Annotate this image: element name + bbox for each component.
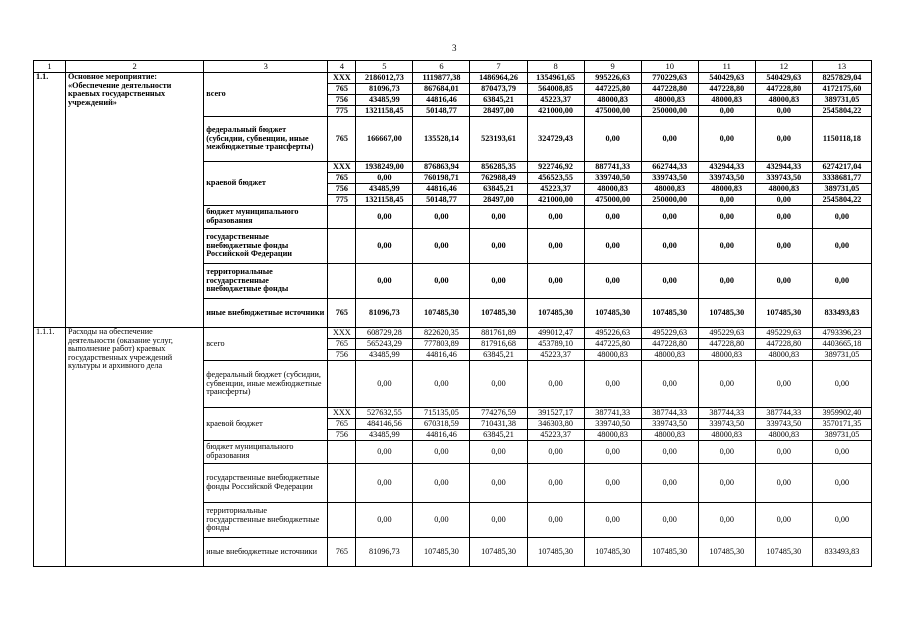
table-cell: 10 bbox=[641, 61, 698, 73]
table-cell: государственные внебюджетные фонды Российской Федерации bbox=[204, 464, 328, 503]
table-cell: 1.1.1. bbox=[34, 328, 66, 567]
table-cell: 44816,46 bbox=[413, 430, 470, 441]
table-cell: 166667,00 bbox=[356, 117, 413, 162]
table-cell: 0,00 bbox=[698, 464, 755, 503]
table-cell: 3959902,40 bbox=[812, 408, 871, 419]
table-cell: 387744,33 bbox=[755, 408, 812, 419]
table-cell: 421000,00 bbox=[527, 195, 584, 206]
table-cell: 0,00 bbox=[584, 361, 641, 408]
table-cell: 1321158,45 bbox=[356, 195, 413, 206]
table-cell: федеральный бюджет (субсидии, субвенции, иные межбюджетные трансферты) bbox=[204, 361, 328, 408]
table-cell: 48000,83 bbox=[698, 430, 755, 441]
table-cell bbox=[328, 464, 356, 503]
table-cell: 339743,50 bbox=[755, 173, 812, 184]
table-cell: 881761,89 bbox=[470, 328, 527, 339]
table-cell: 0,00 bbox=[470, 464, 527, 503]
table-cell: 324729,43 bbox=[527, 117, 584, 162]
table-cell: 45223,37 bbox=[527, 184, 584, 195]
table-cell: 9 bbox=[584, 61, 641, 73]
table-cell: 63845,21 bbox=[470, 95, 527, 106]
table-cell: 0,00 bbox=[641, 361, 698, 408]
table-cell: 0,00 bbox=[698, 441, 755, 464]
table-cell: 250000,00 bbox=[641, 195, 698, 206]
table-cell: 475000,00 bbox=[584, 106, 641, 117]
table-cell: 387744,33 bbox=[698, 408, 755, 419]
table-cell: 421000,00 bbox=[527, 106, 584, 117]
table-cell: 777803,89 bbox=[413, 339, 470, 350]
table-cell: 48000,83 bbox=[755, 350, 812, 361]
table-cell: 0,00 bbox=[470, 206, 527, 229]
table-cell: Расходы на обеспечение деятельности (оказание услуг, выполнение работ) краевых государственных учреждений культуры и архивного дела bbox=[66, 328, 204, 567]
table-cell: 870473,79 bbox=[470, 84, 527, 95]
table-cell: 0,00 bbox=[527, 206, 584, 229]
table-cell: 1150118,18 bbox=[812, 117, 871, 162]
table-cell: 0,00 bbox=[413, 229, 470, 264]
table-cell: 4172175,60 bbox=[812, 84, 871, 95]
table-cell bbox=[328, 361, 356, 408]
table-cell: 48000,83 bbox=[641, 184, 698, 195]
table-cell: 3338681,77 bbox=[812, 173, 871, 184]
table-cell: 48000,83 bbox=[584, 430, 641, 441]
table-row bbox=[34, 328, 872, 339]
table-cell: 63845,21 bbox=[470, 184, 527, 195]
table-cell: иные внебюджетные источники bbox=[204, 538, 328, 567]
page-number: 3 bbox=[452, 43, 457, 53]
table-cell: 0,00 bbox=[698, 106, 755, 117]
table-cell: 0,00 bbox=[413, 464, 470, 503]
table-cell: 48000,83 bbox=[755, 95, 812, 106]
table-cell: иные внебюджетные источники bbox=[204, 299, 328, 328]
table-cell: 391527,17 bbox=[527, 408, 584, 419]
table-cell: 540429,63 bbox=[698, 73, 755, 84]
table-cell: 0,00 bbox=[755, 264, 812, 299]
table-cell: 876863,94 bbox=[413, 162, 470, 173]
table-cell: 6 bbox=[413, 61, 470, 73]
table-cell: 0,00 bbox=[755, 503, 812, 538]
table-cell: 775 bbox=[328, 195, 356, 206]
table-cell: 0,00 bbox=[527, 464, 584, 503]
table-cell: XXX bbox=[328, 73, 356, 84]
table-cell: 2545804,22 bbox=[812, 106, 871, 117]
table-cell: 50148,77 bbox=[413, 106, 470, 117]
table-cell: 48000,83 bbox=[641, 430, 698, 441]
table-cell: 0,00 bbox=[641, 264, 698, 299]
table-cell: 0,00 bbox=[356, 206, 413, 229]
table-cell: 0,00 bbox=[356, 264, 413, 299]
table-cell: 45223,37 bbox=[527, 430, 584, 441]
table-cell: 540429,63 bbox=[755, 73, 812, 84]
table-cell: 756 bbox=[328, 184, 356, 195]
table-cell: 762988,49 bbox=[470, 173, 527, 184]
table-cell: 0,00 bbox=[584, 229, 641, 264]
table-cell bbox=[328, 229, 356, 264]
table-cell: 7 bbox=[470, 61, 527, 73]
table-cell: 456523,55 bbox=[527, 173, 584, 184]
table-cell: краевой бюджет bbox=[204, 162, 328, 206]
table-cell: 63845,21 bbox=[470, 350, 527, 361]
table-cell: 44816,46 bbox=[413, 95, 470, 106]
table-cell: 0,00 bbox=[755, 206, 812, 229]
table-cell: 0,00 bbox=[812, 464, 871, 503]
table-cell: 760198,71 bbox=[413, 173, 470, 184]
table-cell: территориальные государственные внебюджетные фонды bbox=[204, 264, 328, 299]
table-cell: 565243,29 bbox=[356, 339, 413, 350]
table-cell: 44816,46 bbox=[413, 350, 470, 361]
table-cell: 43485,99 bbox=[356, 430, 413, 441]
table-cell: 107485,30 bbox=[755, 538, 812, 567]
table-cell: 995226,63 bbox=[584, 73, 641, 84]
table-cell: 756 bbox=[328, 430, 356, 441]
table-cell: 0,00 bbox=[641, 229, 698, 264]
table-cell: 48000,83 bbox=[755, 430, 812, 441]
table-cell: 107485,30 bbox=[641, 538, 698, 567]
table-cell: 499012,47 bbox=[527, 328, 584, 339]
table-cell: 922746,92 bbox=[527, 162, 584, 173]
table-cell: 756 bbox=[328, 95, 356, 106]
table-cell: 495229,63 bbox=[641, 328, 698, 339]
table-cell: 0,00 bbox=[755, 117, 812, 162]
table-cell: 662744,33 bbox=[641, 162, 698, 173]
table-cell: 4793396,23 bbox=[812, 328, 871, 339]
table-cell: 0,00 bbox=[584, 117, 641, 162]
finance-table bbox=[33, 60, 872, 567]
table-cell: 389731,05 bbox=[812, 184, 871, 195]
table-cell: 0,00 bbox=[812, 361, 871, 408]
table-cell: 63845,21 bbox=[470, 430, 527, 441]
table-cell: 765 bbox=[328, 419, 356, 430]
table-cell: 495226,63 bbox=[584, 328, 641, 339]
table-cell: 0,00 bbox=[812, 229, 871, 264]
table-cell: 856285,35 bbox=[470, 162, 527, 173]
table-cell: 0,00 bbox=[698, 117, 755, 162]
table-cell: 389731,05 bbox=[812, 430, 871, 441]
table-cell: 0,00 bbox=[755, 361, 812, 408]
table-cell: 0,00 bbox=[470, 361, 527, 408]
table-cell: 0,00 bbox=[641, 503, 698, 538]
table-cell: 756 bbox=[328, 350, 356, 361]
table-cell: 45223,37 bbox=[527, 95, 584, 106]
table-cell: 770229,63 bbox=[641, 73, 698, 84]
table-cell: 0,00 bbox=[584, 206, 641, 229]
table-cell: 608729,28 bbox=[356, 328, 413, 339]
table-cell: 447228,80 bbox=[641, 84, 698, 95]
table-cell: 107485,30 bbox=[584, 299, 641, 328]
table-cell: 6274217,04 bbox=[812, 162, 871, 173]
table-cell: 527632,55 bbox=[356, 408, 413, 419]
table-cell: 107485,30 bbox=[584, 538, 641, 567]
table-cell: 48000,83 bbox=[698, 184, 755, 195]
table-cell: 2545804,22 bbox=[812, 195, 871, 206]
table-cell: 0,00 bbox=[527, 503, 584, 538]
table-cell: 107485,30 bbox=[527, 299, 584, 328]
table-cell: 250000,00 bbox=[641, 106, 698, 117]
table-cell: 81096,73 bbox=[356, 84, 413, 95]
table-cell: 28497,00 bbox=[470, 106, 527, 117]
table-cell: 107485,30 bbox=[755, 299, 812, 328]
table-cell: 107485,30 bbox=[413, 299, 470, 328]
table-cell: 81096,73 bbox=[356, 538, 413, 567]
table-cell: 715135,05 bbox=[413, 408, 470, 419]
table-cell: 0,00 bbox=[584, 441, 641, 464]
table-cell: 12 bbox=[755, 61, 812, 73]
table-cell: 0,00 bbox=[356, 441, 413, 464]
table-cell: 48000,83 bbox=[584, 350, 641, 361]
table-cell: 484146,56 bbox=[356, 419, 413, 430]
table-cell: 0,00 bbox=[413, 206, 470, 229]
table-cell: 107485,30 bbox=[641, 299, 698, 328]
table-cell: 0,00 bbox=[527, 361, 584, 408]
table-cell: 339740,50 bbox=[584, 173, 641, 184]
table-cell: 2 bbox=[66, 61, 204, 73]
table-cell: 0,00 bbox=[698, 361, 755, 408]
table-cell: 1938249,00 bbox=[356, 162, 413, 173]
table-cell: 48000,83 bbox=[698, 350, 755, 361]
table-cell: 0,00 bbox=[812, 206, 871, 229]
table-cell: 43485,99 bbox=[356, 184, 413, 195]
table-cell: 339740,50 bbox=[584, 419, 641, 430]
table-cell: 833493,83 bbox=[812, 538, 871, 567]
table-cell: 389731,05 bbox=[812, 350, 871, 361]
table-cell: 495229,63 bbox=[755, 328, 812, 339]
table-cell: всего bbox=[204, 73, 328, 117]
table-cell: 346303,80 bbox=[527, 419, 584, 430]
table-cell: 387741,33 bbox=[584, 408, 641, 419]
table-cell: 0,00 bbox=[698, 264, 755, 299]
table-cell: 0,00 bbox=[356, 173, 413, 184]
table-cell: 4 bbox=[328, 61, 356, 73]
table-body bbox=[34, 61, 872, 567]
table-cell: 28497,00 bbox=[470, 195, 527, 206]
table-cell: 0,00 bbox=[413, 361, 470, 408]
table-cell: 0,00 bbox=[641, 206, 698, 229]
table-cell: 447225,80 bbox=[584, 84, 641, 95]
table-cell: 339743,50 bbox=[755, 419, 812, 430]
table-cell: XXX bbox=[328, 328, 356, 339]
table-cell: 822620,35 bbox=[413, 328, 470, 339]
table-cell: 50148,77 bbox=[413, 195, 470, 206]
table-cell: 765 bbox=[328, 117, 356, 162]
table-cell: 564008,85 bbox=[527, 84, 584, 95]
table-cell: 0,00 bbox=[641, 117, 698, 162]
table-cell: бюджет муниципального образования bbox=[204, 206, 328, 229]
table-cell: 0,00 bbox=[527, 264, 584, 299]
table-cell: 0,00 bbox=[356, 464, 413, 503]
table-cell: 523193,61 bbox=[470, 117, 527, 162]
table-cell: 387744,33 bbox=[641, 408, 698, 419]
table-cell: государственные внебюджетные фонды Российской Федерации bbox=[204, 229, 328, 264]
table-cell: 447228,80 bbox=[698, 84, 755, 95]
table-cell: 1486964,26 bbox=[470, 73, 527, 84]
table-cell: 495229,63 bbox=[698, 328, 755, 339]
table-cell: 765 bbox=[328, 538, 356, 567]
table-cell: 0,00 bbox=[584, 503, 641, 538]
table-cell: 817916,68 bbox=[470, 339, 527, 350]
table-cell: 765 bbox=[328, 339, 356, 350]
table-cell: 765 bbox=[328, 84, 356, 95]
table-cell: 432944,33 bbox=[755, 162, 812, 173]
table-cell: 0,00 bbox=[641, 441, 698, 464]
table-cell: 8 bbox=[527, 61, 584, 73]
table-cell: 0,00 bbox=[698, 229, 755, 264]
table-cell: всего bbox=[204, 328, 328, 361]
table-cell: 339743,50 bbox=[698, 419, 755, 430]
table-cell: 339743,50 bbox=[641, 173, 698, 184]
table-cell: 887741,33 bbox=[584, 162, 641, 173]
table-cell: 0,00 bbox=[755, 229, 812, 264]
table-cell: 0,00 bbox=[413, 441, 470, 464]
table-cell: 475000,00 bbox=[584, 195, 641, 206]
table-cell: 107485,30 bbox=[470, 299, 527, 328]
table-cell: Основное мероприятие: «Обеспечение деятельности краевых государственных учреждений» bbox=[66, 73, 204, 328]
table-cell: 0,00 bbox=[470, 503, 527, 538]
table-cell: 0,00 bbox=[812, 264, 871, 299]
table-cell: 45223,37 bbox=[527, 350, 584, 361]
table-cell: 48000,83 bbox=[584, 95, 641, 106]
table-cell: 0,00 bbox=[755, 441, 812, 464]
table-cell: 0,00 bbox=[755, 106, 812, 117]
table-cell: 0,00 bbox=[527, 229, 584, 264]
table-cell: 0,00 bbox=[698, 503, 755, 538]
table-cell: 447225,80 bbox=[584, 339, 641, 350]
table-cell: 5 bbox=[356, 61, 413, 73]
table-cell: 0,00 bbox=[356, 229, 413, 264]
table-cell bbox=[328, 503, 356, 538]
table-cell: 0,00 bbox=[470, 441, 527, 464]
table-cell: 48000,83 bbox=[641, 350, 698, 361]
table-cell: 339743,50 bbox=[698, 173, 755, 184]
table-cell: 765 bbox=[328, 299, 356, 328]
table-cell: территориальные государственные внебюджетные фонды bbox=[204, 503, 328, 538]
table-cell: 48000,83 bbox=[755, 184, 812, 195]
table-cell: 447228,80 bbox=[698, 339, 755, 350]
table-cell: 107485,30 bbox=[413, 538, 470, 567]
table-cell: 135528,14 bbox=[413, 117, 470, 162]
table-cell: 339743,50 bbox=[641, 419, 698, 430]
table-cell: 447228,80 bbox=[755, 339, 812, 350]
table-cell bbox=[328, 206, 356, 229]
table-cell: 1354961,65 bbox=[527, 73, 584, 84]
table-cell: 447228,80 bbox=[641, 339, 698, 350]
table-cell: 0,00 bbox=[812, 503, 871, 538]
table-cell: 11 bbox=[698, 61, 755, 73]
table-cell: 0,00 bbox=[356, 361, 413, 408]
table-cell: 0,00 bbox=[641, 464, 698, 503]
table-cell: 1 bbox=[34, 61, 66, 73]
table-cell: 710431,38 bbox=[470, 419, 527, 430]
table-cell: 13 bbox=[812, 61, 871, 73]
table-cell: 833493,83 bbox=[812, 299, 871, 328]
table-cell: 2186012,73 bbox=[356, 73, 413, 84]
table-cell: 48000,83 bbox=[698, 95, 755, 106]
table-cell: XXX bbox=[328, 162, 356, 173]
table-cell: 0,00 bbox=[698, 206, 755, 229]
table-cell bbox=[328, 264, 356, 299]
table-cell: 775 bbox=[328, 106, 356, 117]
table-cell: 0,00 bbox=[527, 441, 584, 464]
table-cell: 1119877,38 bbox=[413, 73, 470, 84]
table-cell: 81096,73 bbox=[356, 299, 413, 328]
table-cell: 0,00 bbox=[470, 264, 527, 299]
table-cell: 43485,99 bbox=[356, 350, 413, 361]
table-cell: 1321158,45 bbox=[356, 106, 413, 117]
table-cell: 0,00 bbox=[413, 503, 470, 538]
table-cell: XXX bbox=[328, 408, 356, 419]
table-cell: 44816,46 bbox=[413, 184, 470, 195]
table-cell: 670318,59 bbox=[413, 419, 470, 430]
table-cell: 107485,30 bbox=[698, 538, 755, 567]
table-cell: 447228,80 bbox=[755, 84, 812, 95]
table-cell: 389731,05 bbox=[812, 95, 871, 106]
table-cell: 0,00 bbox=[413, 264, 470, 299]
table-cell: 3 bbox=[204, 61, 328, 73]
table-row bbox=[34, 73, 872, 84]
table-cell: 453789,10 bbox=[527, 339, 584, 350]
table-cell: 107485,30 bbox=[698, 299, 755, 328]
table-cell: 0,00 bbox=[470, 229, 527, 264]
table-cell: 0,00 bbox=[755, 464, 812, 503]
table-cell: 48000,83 bbox=[584, 184, 641, 195]
header-row bbox=[34, 61, 872, 73]
table-cell: 0,00 bbox=[812, 441, 871, 464]
table-cell bbox=[328, 441, 356, 464]
table-cell: 0,00 bbox=[584, 264, 641, 299]
table-cell: 765 bbox=[328, 173, 356, 184]
table-cell: 8257829,04 bbox=[812, 73, 871, 84]
table-cell: 107485,30 bbox=[470, 538, 527, 567]
table-cell: 43485,99 bbox=[356, 95, 413, 106]
table-cell: федеральный бюджет (субсидии, субвенции, иные межбюджетные трансферты) bbox=[204, 117, 328, 162]
table-cell: 0,00 bbox=[698, 195, 755, 206]
table-cell: 4403665,18 bbox=[812, 339, 871, 350]
table-cell: 867684,01 bbox=[413, 84, 470, 95]
table-cell: 3570171,35 bbox=[812, 419, 871, 430]
table-cell: бюджет муниципального образования bbox=[204, 441, 328, 464]
table-cell: 432944,33 bbox=[698, 162, 755, 173]
table-cell: 107485,30 bbox=[527, 538, 584, 567]
table-cell: 0,00 bbox=[755, 195, 812, 206]
table-cell: 1.1. bbox=[34, 73, 66, 328]
table-cell: 774276,59 bbox=[470, 408, 527, 419]
table-cell: 0,00 bbox=[356, 503, 413, 538]
table-cell: 48000,83 bbox=[641, 95, 698, 106]
table-cell: краевой бюджет bbox=[204, 408, 328, 441]
table-cell: 0,00 bbox=[584, 464, 641, 503]
